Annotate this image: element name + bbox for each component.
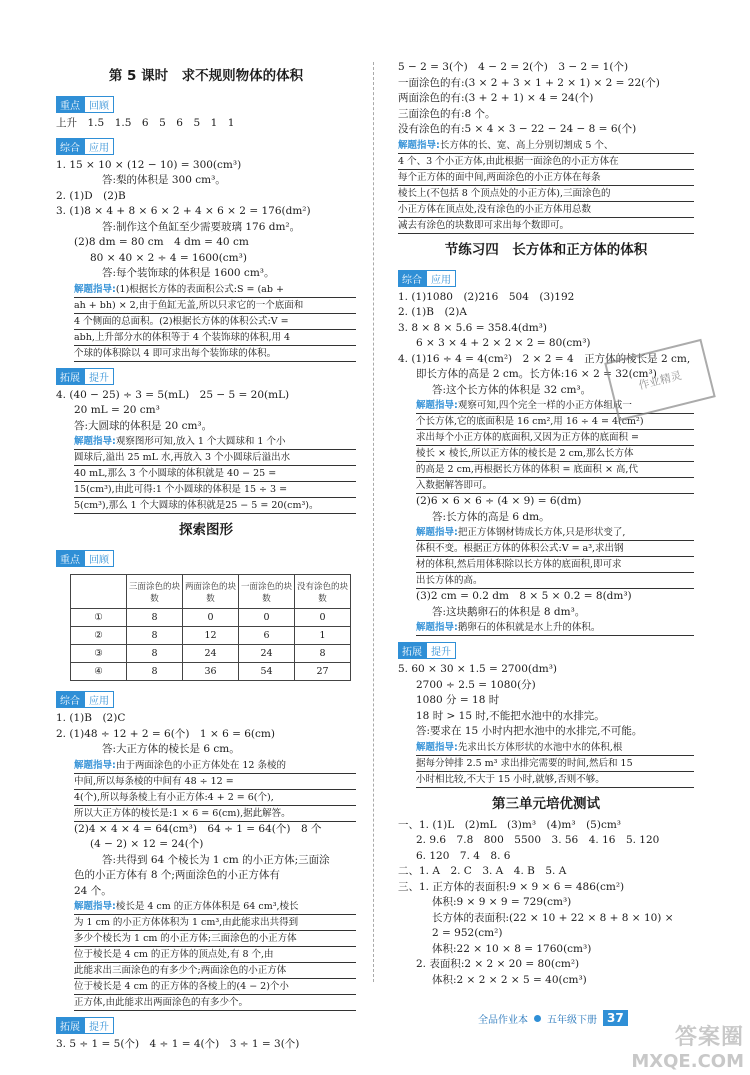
section-tag-key-review xyxy=(56,96,114,113)
hint-text: 出长方体的高。 xyxy=(416,573,694,589)
table-cell: 24 xyxy=(183,645,239,663)
answer-line: 体积:2 × 2 × 2 × 5 = 40(cm³) xyxy=(432,973,587,986)
hint-label: 解题指导: xyxy=(74,759,116,771)
answer-line: 即长方体的高是 2 cm。长方体:16 × 2 = 32(cm³) xyxy=(416,368,657,380)
answer-line: 1. 15 × 10 × (12 − 10) = 300(cm³) xyxy=(56,158,242,171)
tag-main: 综合 xyxy=(56,138,84,155)
section-title-explore: 探索图形 xyxy=(179,522,233,538)
hint-text: 个长方体,它的底面积是 16 cm²,用 16 ÷ 4 = 4(cm²) xyxy=(416,414,694,430)
hint-text: 每个正方体的面中间,两面涂色的小正方体在每条 xyxy=(398,170,694,186)
answer-line: 答:要求在 15 小时内把水池中的水排完,不可能。 xyxy=(416,725,643,737)
answer-line: 答:这个长方体的体积是 32 cm³。 xyxy=(432,383,592,396)
hint-text: 4(个),所以每条棱上有小正方体:4 + 2 = 6(个), xyxy=(74,790,356,806)
hint-text: 求出每个小正方体的底面积,又因为正方体的底面积 = xyxy=(416,430,694,446)
answer-line: 2. (1)48 ÷ 12 + 2 = 6(个) 1 × 6 = 6(cm) xyxy=(56,727,275,740)
hint-text: 材的体积,然后用体积除以长方体的底面积,即可求 xyxy=(416,557,694,573)
hint-text: 15(cm³),由此可得:1 个小圆球的体积是 15 ÷ 3 = xyxy=(74,482,356,498)
hint-text: 观察图形可知,放入 1 个大圆球和 1 个小 xyxy=(115,436,286,447)
answer-line: 6 × 3 × 4 + 2 × 2 × 2 = 80(cm³) xyxy=(416,337,591,349)
hint-text: 据每分钟排 2.5 m³ 求出排完需要的时间,然后和 15 xyxy=(416,756,694,772)
hint-text: 棱长是 4 cm 的正方体体积是 64 cm³,棱长 xyxy=(115,901,299,912)
table-cell: ② xyxy=(71,627,127,645)
hint-text: 4 个、3 个小正方体,由此根据一面涂色的小正方体在 xyxy=(398,154,694,170)
section-tag-extension xyxy=(56,368,114,385)
table-header-row xyxy=(71,575,351,609)
answer-line: 答:共得到 64 个棱长为 1 cm 的小正方体;三面涂 xyxy=(102,853,330,866)
table-cell: 8 xyxy=(127,645,183,663)
answer-line: 20 mL = 20 cm³ xyxy=(74,404,160,416)
table-cell: 27 xyxy=(295,663,351,681)
answer-line: 色的小正方体有 8 个;两面涂色的小正方体有 xyxy=(74,869,280,881)
table-cell: ① xyxy=(71,609,127,627)
answer-line: 体积:9 × 9 × 9 = 729(cm³) xyxy=(432,896,572,908)
column-divider xyxy=(373,62,374,982)
answer-line: 没有涂色的有:5 × 4 × 3 − 22 − 24 − 8 = 6(个) xyxy=(398,123,637,135)
solution-hint xyxy=(398,525,694,589)
page-number: 37 xyxy=(603,1010,628,1026)
answer-line: 6. 120 7. 4 8. 6 xyxy=(416,849,511,862)
section-tag-application xyxy=(56,138,114,155)
book-name: 全品作业本 xyxy=(478,1014,528,1026)
hint-text: 观察可知,四个完全一样的小正方体组成一 xyxy=(457,400,632,411)
hint-text: 5(cm³),那么 1 个大圆球的体积就是25 − 5 = 20(cm³)。 xyxy=(74,498,356,514)
hint-text: 长方体的长、宽、高上分别切割成 5 个、 xyxy=(439,139,614,151)
hint-label: 解题指导: xyxy=(74,436,116,447)
section-title-unit-test: 第三单元培优测试 xyxy=(492,795,600,812)
watermark-url: MXQE.COM xyxy=(631,1051,744,1072)
hint-text: 所以大正方体的棱长是:1 × 6 = 6(cm),据此解答。 xyxy=(74,806,356,822)
hint-text: (1)根据长方体的表面积公式:S = (ab + xyxy=(115,283,284,295)
hint-text: 圆球后,溢出 25 mL 水,再放入 3 个小圆球后溢出水 xyxy=(74,450,356,466)
table-cell: 8 xyxy=(127,609,183,627)
hint-text: 4 个侧面的总面积。(2)根据长方体的体积公式:V = xyxy=(74,314,356,330)
hint-text: 鹅卵石的体积就是水上升的体积。 xyxy=(457,622,601,633)
hint-text: 把正方体钢材铸成长方体,只是形状变了, xyxy=(457,527,626,538)
answer-line: 3. (1)8 × 4 + 8 × 6 × 2 + 4 × 6 × 2 = 176(dm²) xyxy=(56,205,311,217)
hint-text: 先求出长方体形状的水池中水的体积,根 xyxy=(457,741,623,753)
tag-main: 拓展 xyxy=(398,642,426,659)
hint-text: 由于两面涂色的小正方体处在 12 条棱的 xyxy=(115,759,286,771)
table-cell: 三面涂色的块数 xyxy=(127,575,183,609)
table-cell: 0 xyxy=(239,609,295,627)
answer-line: 3. 8 × 8 × 5.6 = 358.4(dm³) xyxy=(398,321,547,334)
answer-line: (3)2 cm = 0.2 dm 8 × 5 × 0.2 = 8(dm³) xyxy=(416,590,632,602)
hint-label: 解题指导: xyxy=(416,622,458,633)
answer-line: 三面涂色的有:8 个。 xyxy=(398,107,496,120)
lesson-title: 第 5 课时 求不规则物体的体积 xyxy=(108,68,304,84)
answer-line: 答:大正方体的棱长是 6 cm。 xyxy=(102,743,240,755)
answer-line: 二、1. A 2. C 3. A 4. B 5. A xyxy=(398,865,567,877)
hint-label: 解题指导: xyxy=(398,139,440,151)
answer-line: 1. (1)1080 (2)216 504 (3)192 xyxy=(398,290,575,303)
answer-line: (2)8 dm = 80 cm 4 dm = 40 cm xyxy=(74,236,249,248)
answer-line: 答:大圆球的体积是 20 cm³。 xyxy=(74,419,213,432)
table-row xyxy=(71,663,351,681)
section-tag-application xyxy=(398,270,456,287)
homework-stamp: 作业精灵 xyxy=(604,339,716,421)
tag-sub: 提升 xyxy=(84,368,114,385)
table-cell: 一面涂色的块数 xyxy=(239,575,295,609)
hint-text: 减去有涂色的块数即可求出每个数即可。 xyxy=(398,218,694,234)
answer-line: 3. 5 ÷ 1 = 5(个) 4 ÷ 1 = 4(个) 3 ÷ 1 = 3(个) xyxy=(56,1038,300,1050)
answer-line: 2. (1)D (2)B xyxy=(56,189,126,202)
painted-cubes-table xyxy=(70,574,351,681)
answer-line: 答:梨的体积是 300 cm³。 xyxy=(102,174,226,186)
tag-sub: 应用 xyxy=(426,270,456,287)
solution-hint xyxy=(56,758,356,822)
tag-main: 拓展 xyxy=(56,368,84,385)
table-cell: 没有涂色的块数 xyxy=(295,575,351,609)
answer-line: 体积:22 × 10 × 8 = 1760(cm³) xyxy=(432,942,592,955)
table-cell: 12 xyxy=(183,627,239,645)
answer-line: 24 个。 xyxy=(74,884,112,897)
hint-text: 多少个棱长为 1 cm 的小正方体;三面涂色的小正方体 xyxy=(74,931,356,947)
answer-line: (2)4 × 4 × 4 = 64(cm³) 64 ÷ 1 = 64(个) 8 个 xyxy=(74,822,322,835)
section-tag-extension xyxy=(398,642,456,659)
table-cell: 36 xyxy=(183,663,239,681)
answer-line: 答:每个装饰球的体积是 1600 cm³。 xyxy=(102,267,275,279)
answer-line: 2 = 952(cm²) xyxy=(432,927,503,939)
answer-line: 一面涂色的有:(3 × 2 + 3 × 1 + 2 × 1) × 2 = 22(个) xyxy=(398,76,660,89)
left-column xyxy=(56,60,356,1053)
answer-line: 80 × 40 × 2 ÷ 4 = 1600(cm³) xyxy=(90,251,247,264)
table-cell: 54 xyxy=(239,663,295,681)
table-cell: 0 xyxy=(295,609,351,627)
tag-main: 重点 xyxy=(56,550,84,567)
watermark-text: 答案圈 xyxy=(674,1025,744,1050)
answer-line: 一、1. (1)L (2)mL (3)m³ (4)m³ (5)cm³ xyxy=(398,818,622,831)
hint-label: 解题指导: xyxy=(416,527,458,538)
hint-text: 为 1 cm 的小正方体体积为 1 cm³,由此能求出共得到 xyxy=(74,915,356,931)
answer-line: 2. 9.6 7.8 800 5500 3. 56 4. 16 5. 120 xyxy=(416,834,660,846)
answer-line: 答:这块鹅卵石的体积是 8 dm³。 xyxy=(432,605,586,618)
grade-label: 五年级下册 xyxy=(547,1014,597,1026)
hint-text: 个球的体积除以 4 即可求出每个装饰球的体积。 xyxy=(74,346,356,362)
hint-label: 解题指导: xyxy=(74,283,116,295)
solution-hint xyxy=(398,620,694,636)
tag-sub: 回顾 xyxy=(84,96,114,113)
solution-hint xyxy=(56,434,356,514)
solution-hint xyxy=(56,282,356,362)
bullet-icon xyxy=(534,1015,541,1022)
tag-sub: 提升 xyxy=(84,1017,114,1034)
hint-label: 解题指导: xyxy=(416,741,458,753)
hint-text: 体积不变。根据正方体的体积公式:V = a³,求出钢 xyxy=(416,541,694,557)
tag-sub: 应用 xyxy=(84,138,114,155)
hint-text: 入数据解答即可。 xyxy=(416,478,694,494)
table-row xyxy=(71,627,351,645)
table-cell: 8 xyxy=(127,663,183,681)
answer-line: 上升 1.5 1.5 6 5 6 5 1 1 xyxy=(56,117,235,129)
table-cell: 6 xyxy=(239,627,295,645)
tag-main: 综合 xyxy=(398,270,426,287)
answer-line: 4. (40 − 25) ÷ 3 = 5(mL) 25 − 5 = 20(mL) xyxy=(56,388,290,401)
answer-line: 4. (1)16 ÷ 4 = 4(cm²) 2 × 2 = 4 正方体的棱长是 2 cm, xyxy=(398,352,691,365)
hint-text: 棱长 × 棱长,所以正方体的棱长是 2 cm,那么长方体 xyxy=(416,446,694,462)
answer-line: 1080 分 = 18 时 xyxy=(416,694,500,706)
table-cell: ④ xyxy=(71,663,127,681)
answer-line: 5 − 2 = 3(个) 4 − 2 = 2(个) 3 − 2 = 1(个) xyxy=(398,61,629,73)
table-cell: ③ xyxy=(71,645,127,663)
hint-label: 解题指导: xyxy=(416,400,458,411)
tag-sub: 回顾 xyxy=(84,550,114,567)
answer-line: 2700 ÷ 2.5 = 1080(分) xyxy=(416,678,536,691)
tag-sub: 应用 xyxy=(84,691,114,708)
solution-hint xyxy=(398,138,694,234)
table-cell: 0 xyxy=(183,609,239,627)
hint-text: ah + bh) × 2,由于鱼缸无盖,所以只求它的一个底面和 xyxy=(74,298,356,314)
table-row xyxy=(71,645,351,663)
answer-line: 两面涂色的有:(3 + 2 + 1) × 4 = 24(个) xyxy=(398,92,594,104)
answer-line: 18 时 > 15 时,不能把水池中的水排完。 xyxy=(416,709,605,722)
hint-text: 正方体,由此能求出两面涂色的有多少个。 xyxy=(74,995,356,1011)
hint-text: 小正方体在顶点处,没有涂色的小正方体用总数 xyxy=(398,202,694,218)
answer-line: 三、1. 正方体的表面积:9 × 9 × 6 = 486(cm²) xyxy=(398,880,625,893)
table-cell xyxy=(71,575,127,609)
table-cell: 两面涂色的块数 xyxy=(183,575,239,609)
answer-line: 长方体的表面积:(22 × 10 + 22 × 8 + 8 × 10) × xyxy=(432,911,674,924)
right-column xyxy=(398,60,694,988)
table-cell: 8 xyxy=(295,645,351,663)
table-cell: 24 xyxy=(239,645,295,663)
site-watermark xyxy=(594,1020,744,1070)
answer-line: 1. (1)B (2)C xyxy=(56,712,126,724)
section-tag-key-review xyxy=(56,550,114,567)
hint-text: 棱长上(不包括 8 个顶点处的小正方体),三面涂色的 xyxy=(398,186,694,202)
hint-text: 位于棱长是 4 cm 的正方体的顶点处,有 8 个,由 xyxy=(74,947,356,963)
hint-text: 的高是 2 cm,再根据长方体的体积 = 底面积 × 高,代 xyxy=(416,462,694,478)
section-title-exercise: 节练习四 长方体和正方体的体积 xyxy=(444,241,648,258)
tag-main: 重点 xyxy=(56,96,84,113)
tag-sub: 提升 xyxy=(426,642,456,659)
answer-line: 2. 表面积:2 × 2 × 20 = 80(cm²) xyxy=(416,958,580,970)
solution-hint xyxy=(56,899,356,1011)
hint-text: 此能求出三面涂色的有多少个;两面涂色的小正方体 xyxy=(74,963,356,979)
hint-label: 解题指导: xyxy=(74,901,116,912)
solution-hint xyxy=(398,740,694,788)
table-row xyxy=(71,609,351,627)
hint-text: 40 mL,那么 3 个小圆球的体积就是 40 − 25 = xyxy=(74,466,356,482)
answer-line: 2. (1)B (2)A xyxy=(398,306,467,318)
tag-main: 综合 xyxy=(56,691,84,708)
answer-line: 5. 60 × 30 × 1.5 = 2700(dm³) xyxy=(398,663,557,675)
tag-main: 拓展 xyxy=(56,1017,84,1034)
section-tag-application xyxy=(56,691,114,708)
hint-text: 中间,所以每条棱的中间有 48 ÷ 12 = xyxy=(74,774,356,790)
hint-text: abh,上升部分水的体积等于 4 个装饰球的体积,用 4 xyxy=(74,330,356,346)
answer-line: 答:长方体的高是 6 dm。 xyxy=(432,510,550,523)
table-cell: 8 xyxy=(127,627,183,645)
hint-text: 位于棱长是 4 cm 的正方体的各棱上的(4 − 2)个小 xyxy=(74,979,356,995)
answer-line: 答:制作这个鱼缸至少需要玻璃 176 dm²。 xyxy=(102,220,301,233)
hint-text: 小时相比较,不大于 15 小时,就够,否则不够。 xyxy=(416,772,694,788)
section-tag-extension xyxy=(56,1017,114,1034)
table-cell: 1 xyxy=(295,627,351,645)
answer-line: (2)6 × 6 × 6 ÷ (4 × 9) = 6(dm) xyxy=(416,495,582,507)
answer-line: (4 − 2) × 12 = 24(个) xyxy=(90,838,204,850)
